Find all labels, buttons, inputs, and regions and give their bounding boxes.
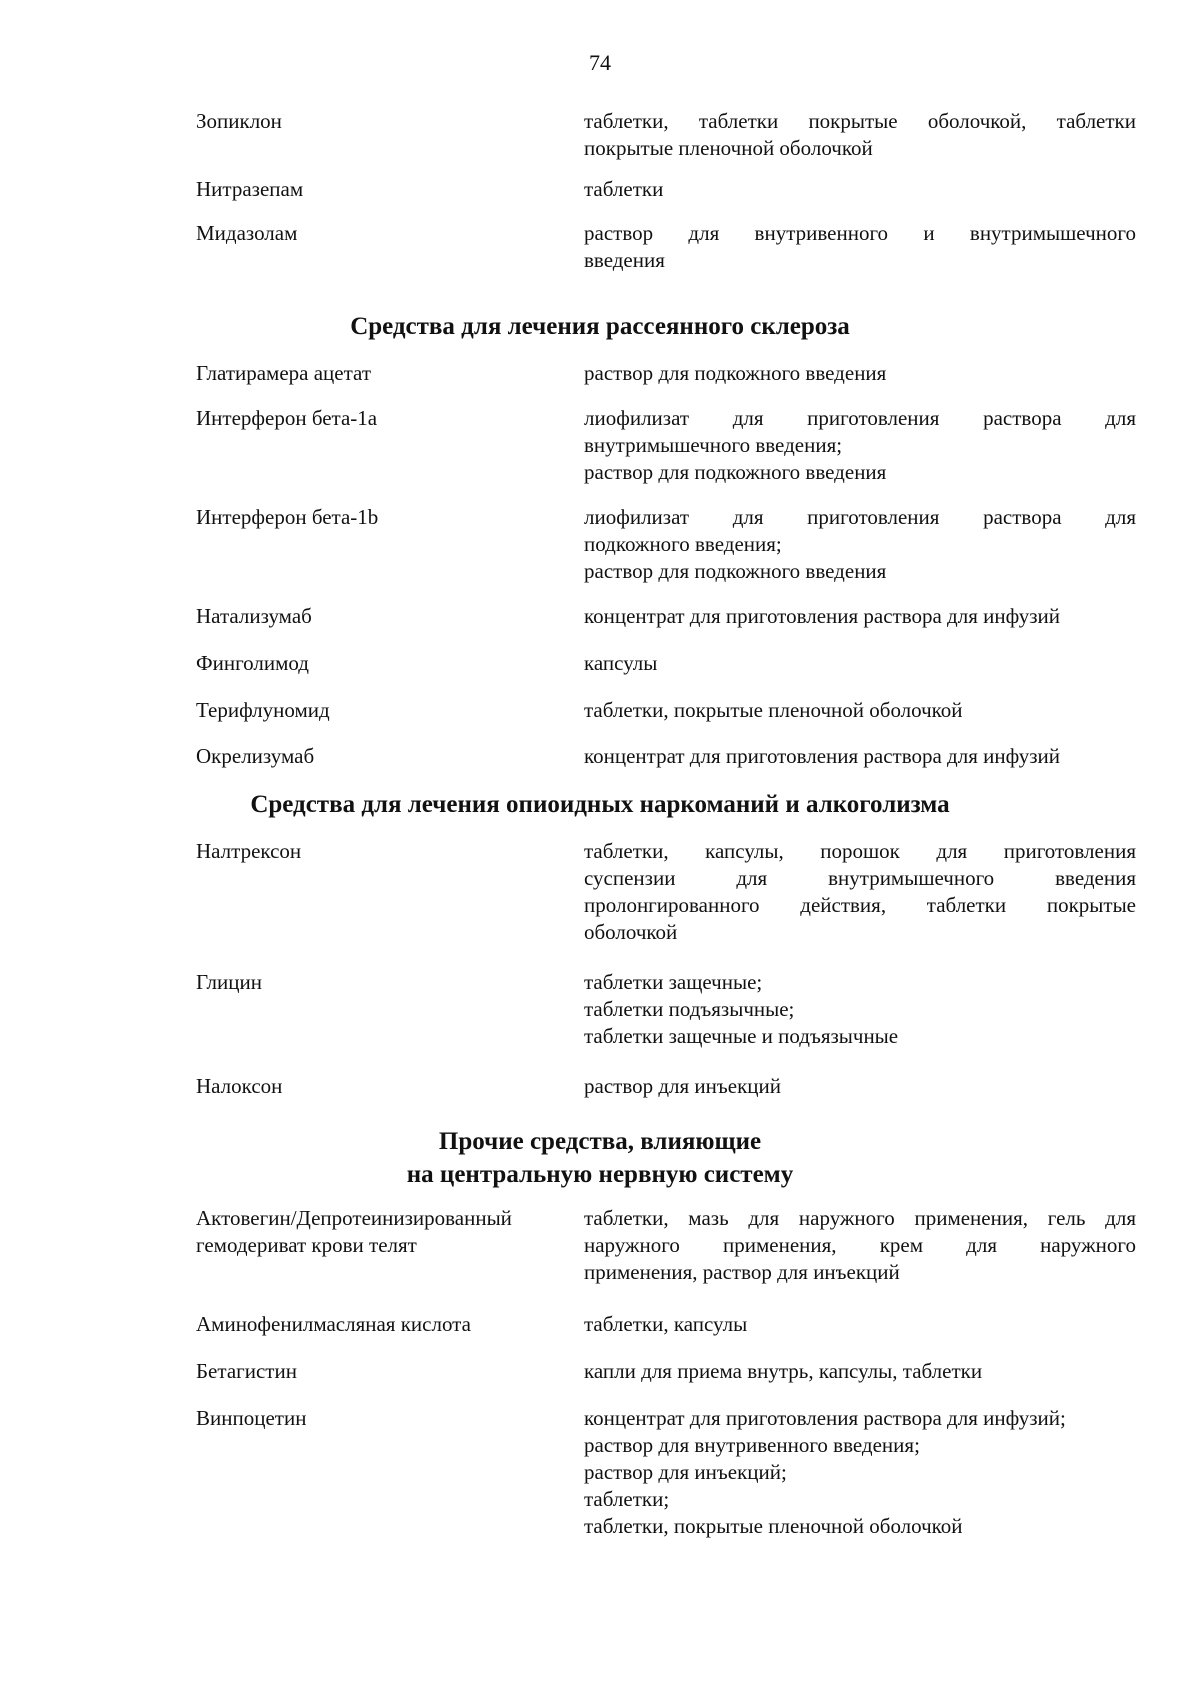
dosage-form-line: концентрат для приготовления раствора для инфузий xyxy=(584,744,1060,768)
drug-name: Интерферон бета-1а xyxy=(196,406,378,430)
dosage-form-line: раствор для подкожного введения xyxy=(584,460,887,484)
dosage-form-line: таблетки, капсулы, порошок для приготовления xyxy=(584,839,1136,863)
dosage-form-line: пролонгированного действия, таблетки покрытые xyxy=(584,893,1136,917)
dosage-form-line: введения xyxy=(584,248,665,272)
dosage-form-line: таблетки, покрытые пленочной оболочкой xyxy=(584,698,963,722)
section-heading: Средства для лечения рассеянного склероза xyxy=(350,313,850,340)
dosage-form-line: таблетки защечные; xyxy=(584,970,763,994)
dosage-form xyxy=(584,504,1136,585)
dosage-form xyxy=(584,650,1136,677)
dosage-form-line: оболочкой xyxy=(584,920,678,944)
dosage-form-line: таблетки, капсулы xyxy=(584,1312,748,1336)
dosage-form-line: таблетки, покрытые пленочной оболочкой xyxy=(584,1514,963,1538)
dosage-form-line: концентрат для приготовления раствора для инфузий; xyxy=(584,1406,1066,1430)
drug-name: Налоксон xyxy=(196,1074,283,1098)
section-heading xyxy=(0,1125,1200,1191)
section-heading: Средства для лечения опиоидных наркоманий и алкоголизма xyxy=(250,791,950,818)
dosage-form xyxy=(584,220,1136,274)
dosage-form-line: раствор для внутривенного и внутримышечного xyxy=(584,221,1136,245)
dosage-form xyxy=(584,697,1136,724)
dosage-form-line: таблетки защечные и подъязычные xyxy=(584,1024,899,1048)
dosage-form-line: раствор для внутривенного введения; xyxy=(584,1433,920,1457)
dosage-form-line: покрытые пленочной оболочкой xyxy=(584,136,873,160)
dosage-form-line: раствор для инъекций xyxy=(584,1074,781,1098)
dosage-form xyxy=(584,1311,1136,1338)
dosage-form-line: суспензии для внутримышечного введения xyxy=(584,866,1136,890)
drug-name: Интерферон бета-1b xyxy=(196,505,379,529)
dosage-form-line: таблетки, таблетки покрытые оболочкой, таблетки xyxy=(584,109,1136,133)
drug-name: Глицин xyxy=(196,970,262,994)
drug-name: Нитразепам xyxy=(196,177,304,201)
drug-name: Налтрексон xyxy=(196,839,302,863)
dosage-form xyxy=(584,1205,1136,1286)
dosage-form xyxy=(584,405,1136,486)
drug-name: Мидазолам xyxy=(196,221,298,245)
dosage-form-line: раствор для подкожного введения xyxy=(584,559,887,583)
dosage-form xyxy=(584,1073,1136,1100)
section-heading-line: Прочие средства, влияющие xyxy=(438,1128,762,1155)
dosage-form-line: таблетки; xyxy=(584,1487,670,1511)
dosage-form-line: раствор для подкожного введения xyxy=(584,361,887,385)
drug-name: Глатирамера ацетат xyxy=(196,361,372,385)
drug-name: Винпоцетин xyxy=(196,1406,307,1430)
dosage-form xyxy=(584,1405,1136,1540)
dosage-form-line: таблетки xyxy=(584,177,664,201)
dosage-form-line: таблетки, мазь для наружного применения, гель для xyxy=(584,1206,1136,1230)
dosage-form-line: внутримышечного введения; xyxy=(584,433,843,457)
dosage-form xyxy=(584,176,1136,203)
dosage-form xyxy=(584,108,1136,162)
drug-name: Зопиклон xyxy=(196,109,282,133)
drug-name-line: Актовегин/Депротеинизированный xyxy=(196,1206,512,1230)
dosage-form xyxy=(584,603,1136,630)
dosage-form-line: лиофилизат для приготовления раствора для xyxy=(584,406,1136,430)
dosage-form xyxy=(584,743,1136,770)
dosage-form-line: подкожного введения; xyxy=(584,532,782,556)
drug-name: Натализумаб xyxy=(196,604,312,628)
dosage-form-line: капсулы xyxy=(584,651,658,675)
dosage-form-line: капли для приема внутрь, капсулы, таблетки xyxy=(584,1359,983,1383)
dosage-form xyxy=(584,1358,1136,1385)
dosage-form-line: наружного применения, крем для наружного xyxy=(584,1233,1136,1257)
page-number: 74 xyxy=(589,50,611,75)
dosage-form xyxy=(584,838,1136,946)
dosage-form-line: раствор для инъекций; xyxy=(584,1460,787,1484)
drug-name xyxy=(196,1205,576,1259)
section-heading-line: на центральную нервную систему xyxy=(406,1161,794,1188)
dosage-form xyxy=(584,360,1136,387)
dosage-form-line: применения, раствор для инъекций xyxy=(584,1260,900,1284)
dosage-form-line: таблетки подъязычные; xyxy=(584,997,795,1021)
drug-name: Бетагистин xyxy=(196,1359,297,1383)
drug-name: Финголимод xyxy=(196,651,309,675)
drug-name: Терифлуномид xyxy=(196,698,330,722)
dosage-form xyxy=(584,969,1136,1050)
drug-name: Окрелизумаб xyxy=(196,744,315,768)
dosage-form-line: концентрат для приготовления раствора для инфузий xyxy=(584,604,1060,628)
drug-name-line: гемодериват крови телят xyxy=(196,1233,417,1257)
dosage-form-line: лиофилизат для приготовления раствора для xyxy=(584,505,1136,529)
drug-name: Аминофенилмасляная кислота xyxy=(196,1312,471,1336)
